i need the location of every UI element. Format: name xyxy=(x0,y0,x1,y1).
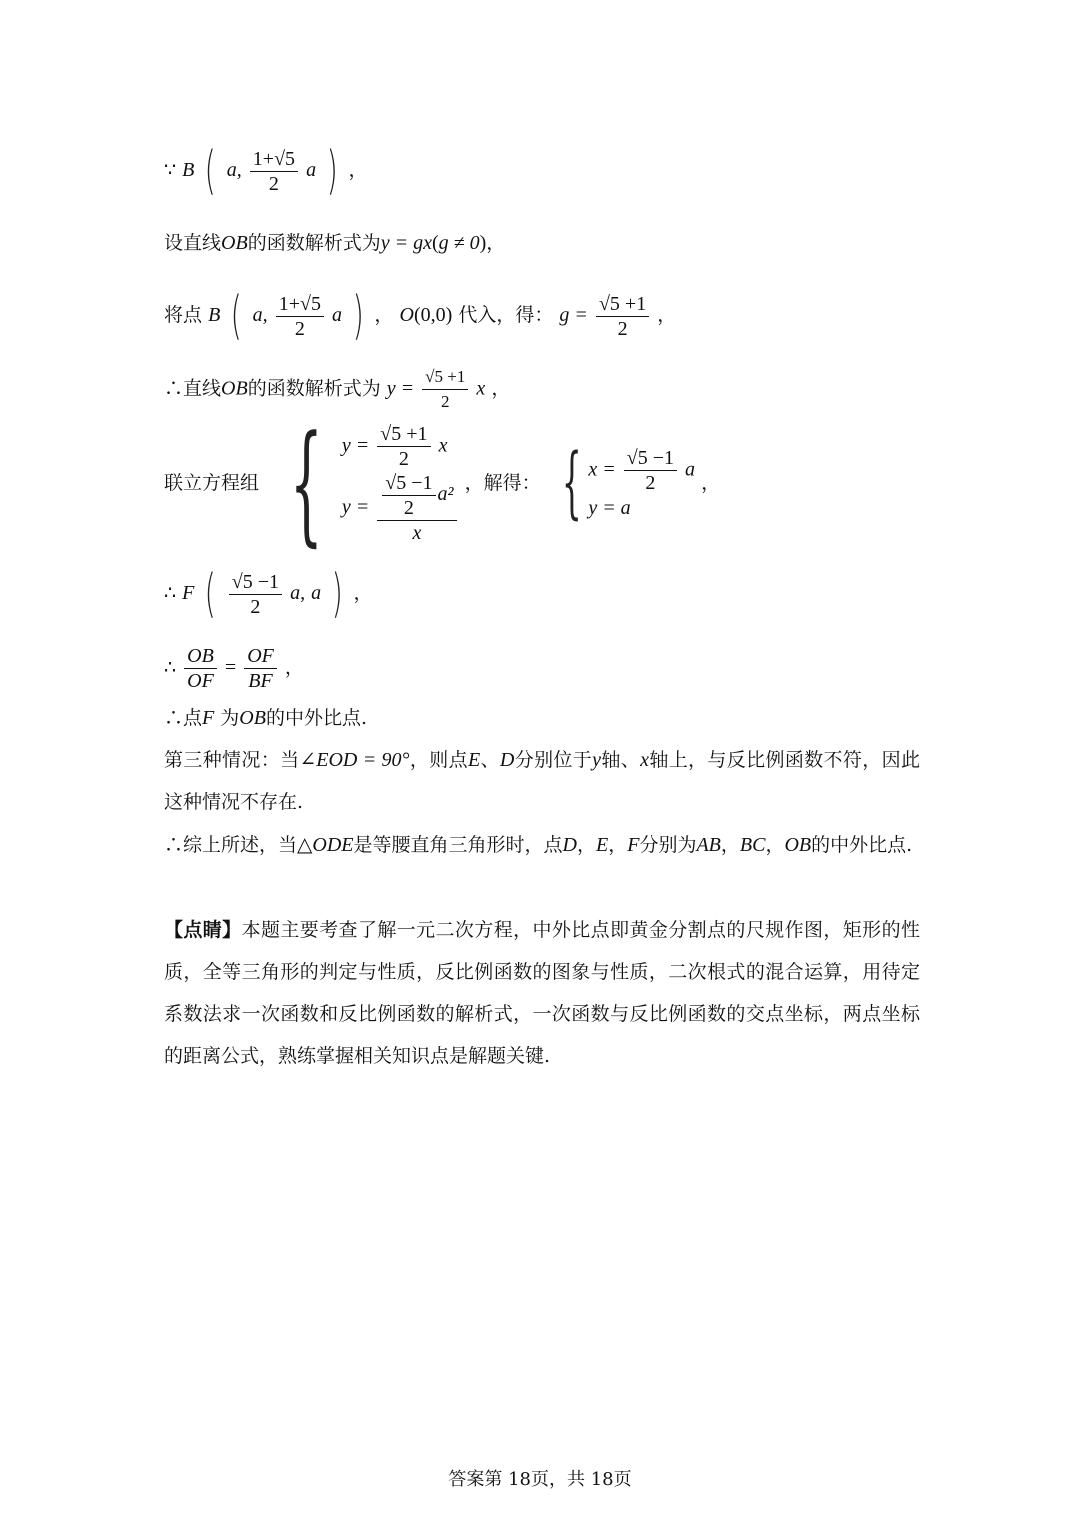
punctuation: ， xyxy=(284,656,304,679)
origin-coords: 0,0 xyxy=(420,304,446,326)
punctuation: ， xyxy=(576,834,596,856)
text: 第三种情况：当 xyxy=(164,749,300,771)
left-brace: { xyxy=(289,407,323,559)
system-row-1 xyxy=(342,422,459,471)
point-label: D xyxy=(562,834,577,856)
fraction-numerator: 1+√5 xyxy=(276,292,324,317)
equation-system-line xyxy=(164,407,930,559)
fraction-denominator: x xyxy=(412,521,422,544)
fraction-denominator: 2 xyxy=(250,595,261,618)
fraction-ob-of xyxy=(184,644,217,693)
point-label: B xyxy=(208,304,221,326)
point-label: D xyxy=(499,749,515,771)
therefore-symbol: ∴ xyxy=(164,656,177,679)
coord-y-factor: a xyxy=(332,304,343,326)
x-equals: x = xyxy=(588,458,616,480)
fraction xyxy=(377,422,430,471)
left-brace: { xyxy=(561,438,582,528)
fraction-denominator: OF xyxy=(187,670,214,692)
text: 的中外比点. xyxy=(811,834,913,856)
equation: y = gx xyxy=(380,232,432,254)
fraction-numerator: √5 −1 xyxy=(382,471,435,496)
variable-x: x xyxy=(438,434,448,456)
therefore-symbol: ∴ xyxy=(164,582,177,604)
variable-a: a xyxy=(685,458,696,480)
punctuation: ， xyxy=(720,834,740,856)
point-label: B xyxy=(182,159,195,181)
angle-expression: ∠EOD = 90° xyxy=(299,749,410,771)
text: 设直线 xyxy=(164,232,222,254)
text: 、 xyxy=(480,749,500,771)
third-case-paragraph xyxy=(164,739,920,823)
segment-label: OB xyxy=(784,834,812,856)
axis-label: x xyxy=(640,749,649,771)
fraction-denominator: 2 xyxy=(617,317,628,340)
text: 轴上，与反比例函数不符，因此这种情况不存在. xyxy=(164,749,920,813)
punctuation: ， xyxy=(486,232,506,254)
punctuation: ， xyxy=(353,582,373,604)
text: 是等腰直角三角形时，点 xyxy=(353,834,563,856)
fraction-numerator: √5 −1 xyxy=(624,446,677,471)
y-equals: y = xyxy=(386,377,415,400)
text: ∴直线 xyxy=(164,377,222,400)
page-footer: 答案第 18页，共 18页 xyxy=(448,1469,632,1490)
fraction-of-bf xyxy=(244,644,277,693)
ratio-line xyxy=(164,644,930,693)
text: 联立方程组 xyxy=(164,472,260,494)
fraction-numerator: √5 +1 xyxy=(596,292,649,317)
text: 的函数解析式为 xyxy=(247,232,381,254)
text: 分别位于 xyxy=(514,749,593,771)
segment-label: AB xyxy=(696,834,721,856)
point-label: E xyxy=(595,834,609,856)
coord-x-factor: a, xyxy=(290,582,306,604)
because-symbol: ∵ xyxy=(164,159,177,181)
text: ∴综上所述，当 xyxy=(164,834,298,856)
fraction-denominator: 2 xyxy=(398,447,409,470)
solution-row-1 xyxy=(588,446,695,495)
point-label: F xyxy=(182,582,195,604)
left-paren: ( xyxy=(230,286,243,346)
segment-label: OB xyxy=(221,232,248,254)
equation-system xyxy=(342,422,459,545)
fraction-denominator: 2 xyxy=(441,392,450,411)
condition: g ≠ 0 xyxy=(438,232,480,254)
fraction xyxy=(596,292,649,341)
left-paren: ( xyxy=(204,564,217,624)
text: ∴点 xyxy=(164,707,203,729)
point-label: F xyxy=(627,834,640,856)
triangle-label: △ODE xyxy=(297,834,354,856)
punctuation: ， xyxy=(374,304,394,326)
fraction xyxy=(422,365,468,414)
a-squared: a² xyxy=(437,482,454,505)
conclusion-f-line xyxy=(164,705,930,731)
fraction-denominator: BF xyxy=(248,670,273,692)
fraction xyxy=(229,570,282,619)
punctuation: ， xyxy=(491,377,511,400)
summary-paragraph xyxy=(164,824,920,866)
comment-paragraph xyxy=(164,909,920,1077)
coord-x: a, xyxy=(226,159,242,181)
text: 为 xyxy=(220,707,240,729)
solution-row-2: y = a xyxy=(588,496,631,519)
punctuation: ， xyxy=(608,834,628,856)
substitution-line: 将点 B ( a, $\frac{1+√5}{2}$ a ) ， O(0,0) 代入，得： g = $\frac{√5 +1}{2}$ ， xyxy=(164,286,677,346)
fraction-denominator: 2 xyxy=(268,172,279,195)
formula-b-point xyxy=(164,141,930,201)
comment-text: 本题主要考查了解一元二次方程，中外比点即黄金分割点的尺规作图，矩形的性质，全等三角形的判定与性质，反比例函数的图象与性质，二次根式的混合运算，用待定系数法求一次函数和反比例函数的解析式，一次函数与反比例函数的交点坐标，两点坐标的距离公式，熟练掌握相关知识点是解题关键. xyxy=(164,919,920,1067)
coord-x: a, xyxy=(252,304,268,326)
y-equals: y = xyxy=(341,434,370,456)
equals-sign: = xyxy=(224,656,237,679)
punctuation: ， xyxy=(701,472,721,494)
inner-fraction xyxy=(382,471,435,520)
axis-label: y xyxy=(592,749,602,771)
fraction-denominator: 2 xyxy=(645,471,656,494)
fraction-numerator: OF xyxy=(244,644,277,669)
fraction-numerator xyxy=(377,471,456,521)
coord-y: a xyxy=(311,582,322,604)
fraction-numerator: √5 −1 xyxy=(229,570,282,595)
right-paren: ) xyxy=(331,564,343,624)
text: ，则点 xyxy=(409,749,468,771)
text: 的函数解析式为 xyxy=(247,377,381,400)
fraction-numerator: √5 +1 xyxy=(422,365,468,390)
fraction xyxy=(276,292,324,341)
text: 的中外比点. xyxy=(265,707,368,729)
text: ，解得： xyxy=(464,472,541,494)
fraction-denominator: 2 xyxy=(294,317,305,340)
left-paren: ( xyxy=(204,141,217,201)
g-equals: g = xyxy=(559,304,588,326)
text: 代入，得： xyxy=(458,304,554,326)
fraction-numerator: √5 +1 xyxy=(377,422,430,447)
point-label: E xyxy=(467,749,481,771)
segment-label: BC xyxy=(739,834,766,856)
point-label: O xyxy=(399,304,414,326)
segment-label: OB xyxy=(221,377,248,400)
text: 分别为 xyxy=(639,834,697,856)
text: 轴、 xyxy=(601,749,641,771)
fraction-numerator: OB xyxy=(184,644,217,669)
punctuation: ， xyxy=(348,159,368,181)
y-equals: y = xyxy=(341,495,370,518)
coord-y-factor: a xyxy=(306,159,317,181)
compound-fraction xyxy=(377,471,456,545)
punctuation: ， xyxy=(765,834,785,856)
comment-label: 【点睛】 xyxy=(164,919,242,941)
punctuation: ， xyxy=(657,304,677,326)
variable-x: x xyxy=(476,377,486,400)
system-row-2 xyxy=(342,471,459,545)
segment-label: OB xyxy=(239,707,266,729)
line-ob-result xyxy=(164,365,930,414)
fraction xyxy=(250,147,298,196)
fraction-denominator: 2 xyxy=(403,496,414,519)
formula-f-point xyxy=(164,564,930,624)
solution-system xyxy=(588,446,695,521)
line-ob-setup: 设直线OB的函数解析式为y = gx(g ≠ 0)， xyxy=(164,232,506,254)
fraction xyxy=(624,446,677,495)
right-paren: ) xyxy=(352,286,364,346)
fraction-numerator: 1+√5 xyxy=(250,147,298,172)
point-label: F xyxy=(202,707,215,729)
text: 将点 xyxy=(164,304,203,326)
right-paren: ) xyxy=(326,141,338,201)
